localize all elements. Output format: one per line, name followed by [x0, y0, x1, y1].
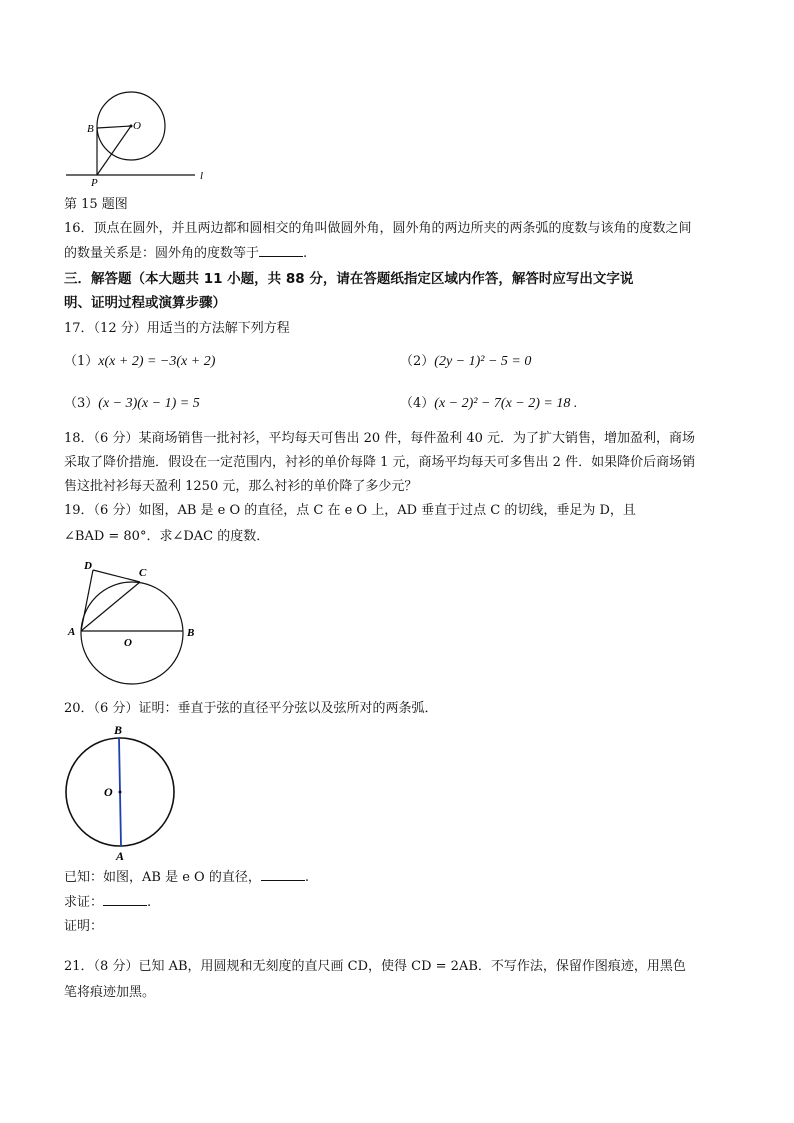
fig19-tangent-dc [93, 570, 140, 582]
fig19-label-d: D [84, 560, 92, 572]
fig19-label-a: A [68, 626, 76, 638]
q21-line-1: 21．（8 分）已知 AB，用圆规和无刻度的直尺画 CD，使得 CD = 2AB．不写作法，保留作图痕迹，用黑色 [64, 959, 686, 974]
q20-prove-end: . [147, 895, 152, 910]
q20-given-end: . [304, 870, 309, 885]
q16-line-2-text: 的数量关系是：圆外角的度数等于 [64, 246, 260, 261]
fig20-center-dot [119, 791, 122, 794]
q17-item-1-num: （1） [64, 354, 99, 369]
figure-19 [60, 556, 210, 688]
q19-line-2: ∠BAD = 80°．求∠DAC 的度数． [64, 529, 270, 544]
q20-prove-blank[interactable] [103, 893, 147, 906]
figure-15 [60, 88, 220, 188]
fig19-label-o: O [124, 637, 132, 649]
fig15-segment-po [97, 126, 131, 175]
q17-item-1 [64, 350, 215, 370]
q20-given-blank[interactable] [261, 868, 305, 881]
q16-answer-blank[interactable] [259, 244, 303, 257]
q17-title: 17．（12 分）用适当的方法解下列方程 [64, 321, 290, 336]
fig20-label-o: O [104, 785, 113, 799]
fig15-caption: 第 15 题图 [64, 197, 128, 212]
q20-given [64, 868, 309, 887]
q18-line-3: 售这批衬衫每天盈利 1250 元，那么衬衫的单价降了多少元？ [64, 479, 418, 494]
fig15-segment-bo [97, 126, 131, 128]
q16-line-1: 16．顶点在圆外，并且两边都和圆相交的角叫做圆外角，圆外角的两边所夹的两条弧的度数与该角的度数之间 [64, 221, 692, 236]
section-3-heading-1: 三．解答题（本大题共 11 小题，共 88 分，请在答题纸指定区域内作答，解答时应写出文字说 [64, 271, 634, 287]
q18-line-1: 18．（6 分）某商场销售一批衬衫，平均每天可售出 20 件，每件盈利 40 元．为了扩大销售，增加盈利，商场 [64, 431, 696, 446]
q20-prove [64, 893, 151, 912]
q20-title: 20．（6 分）证明：垂直于弦的直径平分弦以及弦所对的两条弧． [64, 701, 438, 716]
q16-end: . [303, 246, 308, 261]
fig19-segment-ac [81, 582, 140, 631]
fig15-label-b: B [87, 123, 94, 135]
q17-item-3-num: （3） [64, 396, 99, 411]
q17-item-4-num: （4） [400, 396, 435, 411]
q19-line-1: 19．（6 分）如图，AB 是 e O 的直径，点 C 在 e O 上，AD 垂直于过点 C 的切线，垂足为 D，且 [64, 503, 636, 518]
q17-item-2-num: （2） [400, 354, 435, 369]
figure-20 [60, 722, 190, 864]
q20-prove-text: 求证： [64, 895, 104, 910]
section-3-heading-2: 明、证明过程或演算步骤） [64, 295, 226, 311]
q17-item-2-eq: (2y − 1)² − 5 = 0 [434, 354, 532, 369]
q20-given-text: 已知：如图，AB 是 e O 的直径， [64, 870, 261, 885]
q20-proof-label: 证明： [64, 919, 104, 934]
fig19-label-b: B [187, 627, 195, 639]
q16-line-2 [64, 244, 307, 263]
q17-item-1-eq: x(x + 2) = −3(x + 2) [98, 354, 216, 369]
fig15-label-l: l [200, 170, 204, 182]
q17-item-3 [64, 392, 200, 412]
fig15-label-p: P [91, 177, 98, 188]
fig15-label-o: O [133, 120, 141, 132]
q21-line-2: 笔将痕迹加黑。 [64, 985, 156, 1000]
fig20-label-b: B [114, 723, 123, 737]
q18-line-2: 采取了降价措施．假设在一定范围内，衬衫的单价每降 1 元，商场平均每天可多售出 2 件．如果降价后商场销 [64, 455, 696, 470]
q17-item-4 [400, 392, 577, 412]
q17-item-4-eq: (x − 2)² − 7(x − 2) = 18 . [434, 396, 578, 411]
fig20-label-a: A [116, 849, 125, 863]
fig19-label-c: C [139, 567, 147, 579]
q17-item-2 [400, 350, 531, 370]
q17-item-3-eq: (x − 3)(x − 1) = 5 [98, 396, 200, 411]
fig19-circle [81, 582, 183, 684]
